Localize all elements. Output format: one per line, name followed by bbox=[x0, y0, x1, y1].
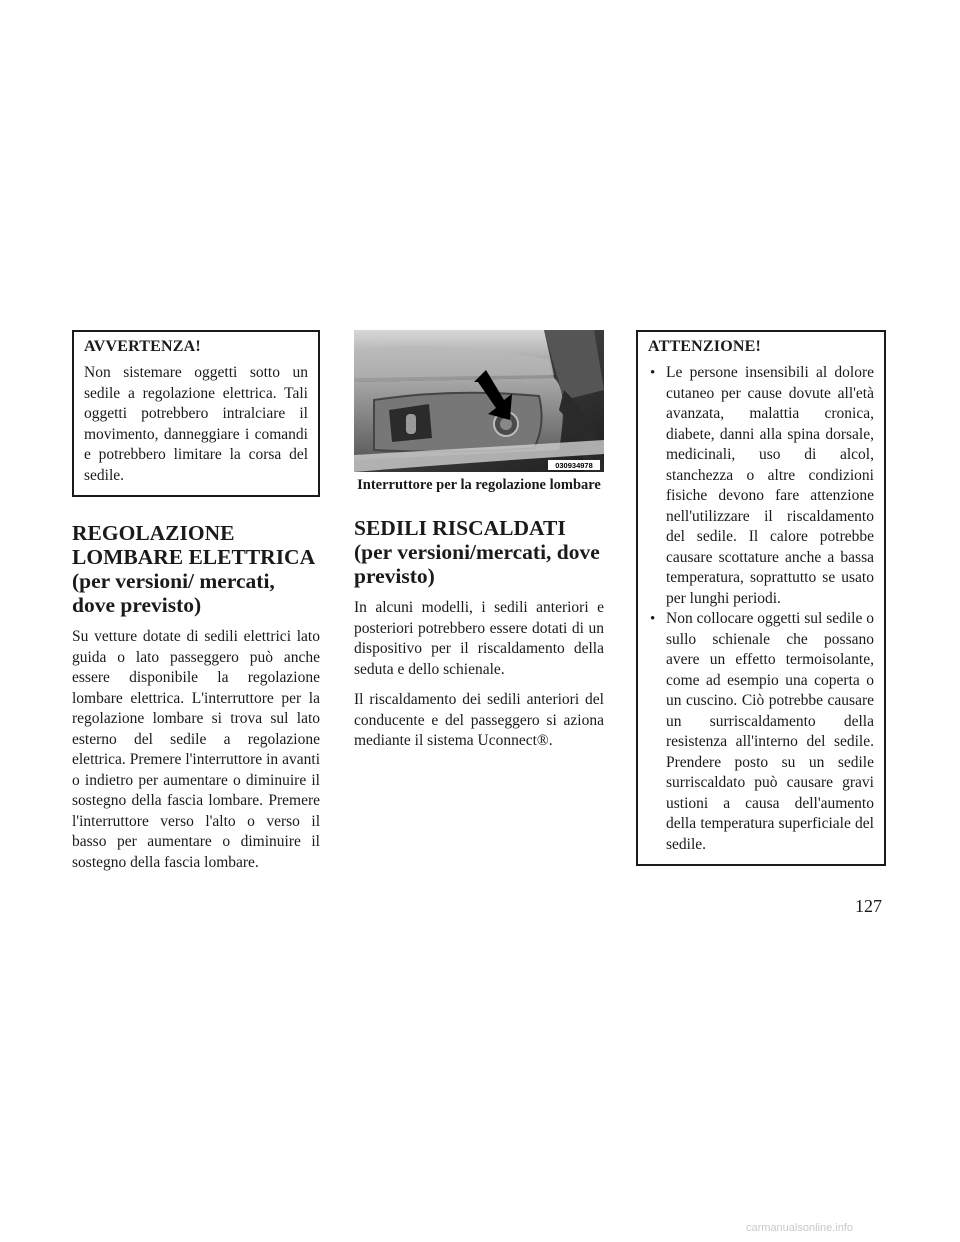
caution-box bbox=[636, 330, 886, 866]
bullet-icon: • bbox=[650, 365, 656, 381]
heated-seats-paragraph-1: In alcuni modelli, i sedili anteriori e posteriori potrebbero essere dotati di un dispositivo per il riscaldamento della seduta e dello schienale. bbox=[354, 599, 604, 678]
caution-item-text: Non collocare oggetti sul sedile o sullo schienale che possano avere un effetto termoisolante, come ad esempio una coperta o un cuscino. Ciò potrebbe causare un surriscaldamento della resistenza all'interno del sedile. Prendere posto su un sedile surriscaldato può causare gravi ustioni a causa dell'aumento della temperatura superficiale del sedile. bbox=[666, 610, 874, 853]
lumbar-paragraph: Su vetture dotate di sedili elettrici lato guida o lato passeggero può anche essere disponibile la regolazione lombare elettrica. L'interruttore per la regolazione lombare si trova sul lato esterno del sedile a regolazione elettrica. Premere l'interruttore in avanti o indietro per aumentare o diminuire il sostegno della fascia lombare. Premere l'interruttore verso l'alto o verso il basso per aumentare o diminuire il sostegno della fascia lombare. bbox=[72, 628, 320, 871]
page-number: 127 bbox=[855, 896, 882, 916]
photo-caption: Interruttore per la regolazione lombare bbox=[357, 477, 601, 493]
lumbar-heading: REGOLAZIONE LOMBARE ELETTRICA (per versioni/ mercati, dove previsto) bbox=[72, 521, 314, 617]
right-column bbox=[636, 330, 886, 866]
warning-title: AVVERTENZA! bbox=[84, 338, 201, 355]
heated-seats-paragraph-2: Il riscaldamento dei sedili anteriori del conducente e del passeggero si aziona mediante il sistema Uconnect®. bbox=[354, 691, 604, 749]
image-code: 030934978 bbox=[555, 461, 593, 470]
warning-text: Non sistemare oggetti sotto un sedile a regolazione elettrica. Tali oggetti potrebbero intralciare il movimento, danneggiare i comandi e potrebbero limitare la corsa del sedile. bbox=[84, 364, 308, 484]
list-item bbox=[648, 363, 874, 609]
heated-seats-heading: SEDILI RISCALDATI (per versioni/mercati, dove previsto) bbox=[354, 516, 600, 588]
middle-column bbox=[354, 330, 604, 762]
warning-box bbox=[72, 330, 320, 497]
seat-photo-illustration bbox=[354, 330, 604, 472]
seat-switch-photo bbox=[354, 330, 604, 472]
watermark: carmanualsonline.info bbox=[746, 1222, 854, 1234]
caution-item-text: Le persone insensibili al dolore cutaneo per cause dovute all'età avanzata, malattia cronica, diabete, danni alla spina dorsale, medicinali, uso di alcol, stanchezza o altre condizioni fisiche devono fare attenzione nell'utilizzare il riscaldamento del sedile. Il calore potrebbe causare scottature anche a bassa temperatura, soprattutto se usato per lunghi periodi. bbox=[666, 364, 874, 607]
bullet-icon: • bbox=[650, 611, 656, 627]
caution-title: ATTENZIONE! bbox=[648, 338, 762, 355]
caution-list bbox=[648, 363, 874, 855]
list-item bbox=[648, 609, 874, 855]
left-column bbox=[72, 330, 320, 883]
